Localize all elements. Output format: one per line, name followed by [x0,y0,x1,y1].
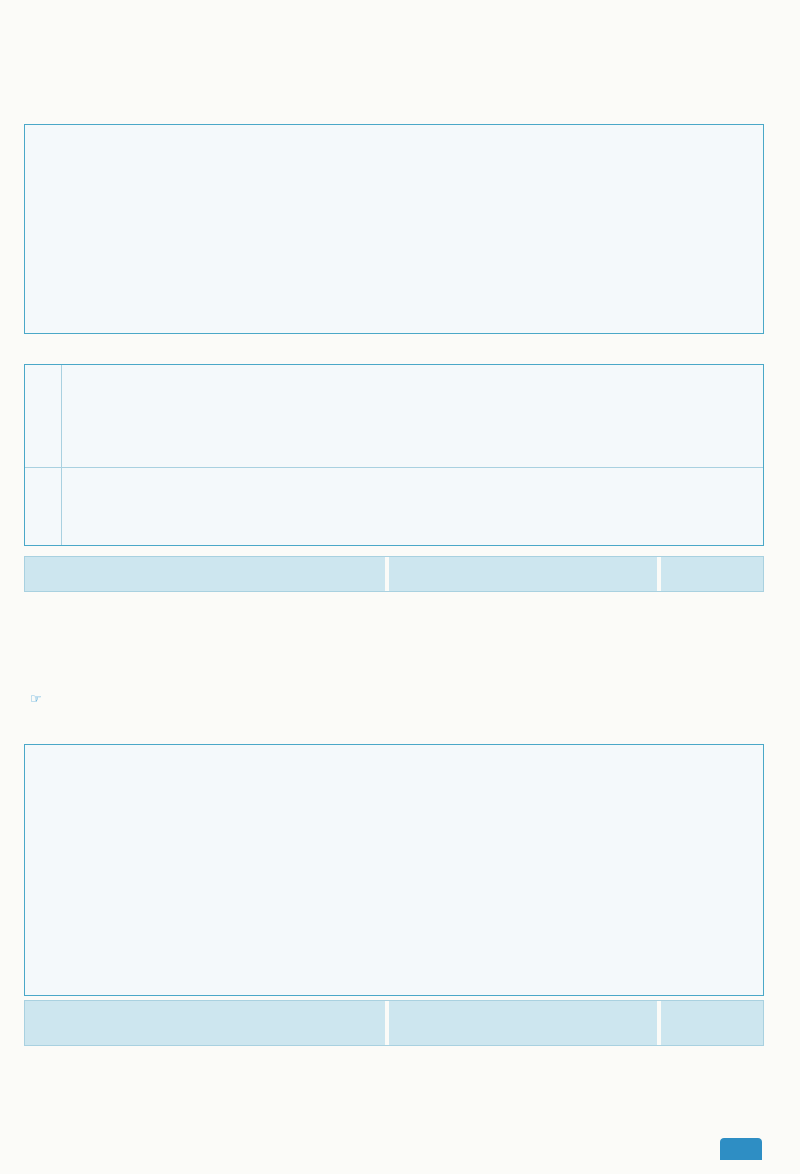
path2-box [24,364,764,546]
q28-box [24,744,764,996]
path1-box [24,124,764,334]
q28-question-en [25,557,391,591]
q29-question-bar [24,1000,764,1046]
q28-question-bar [24,556,764,592]
q29-loc-header [665,1001,771,1045]
q29-question-en [25,1001,391,1045]
q28-loc-header [665,557,771,591]
q29-question-zh [391,1001,667,1045]
q28-tip [30,692,42,707]
q28-question-zh [391,557,667,591]
hand-pointer-icon: ☞ [30,692,42,707]
page-number [720,1138,762,1160]
